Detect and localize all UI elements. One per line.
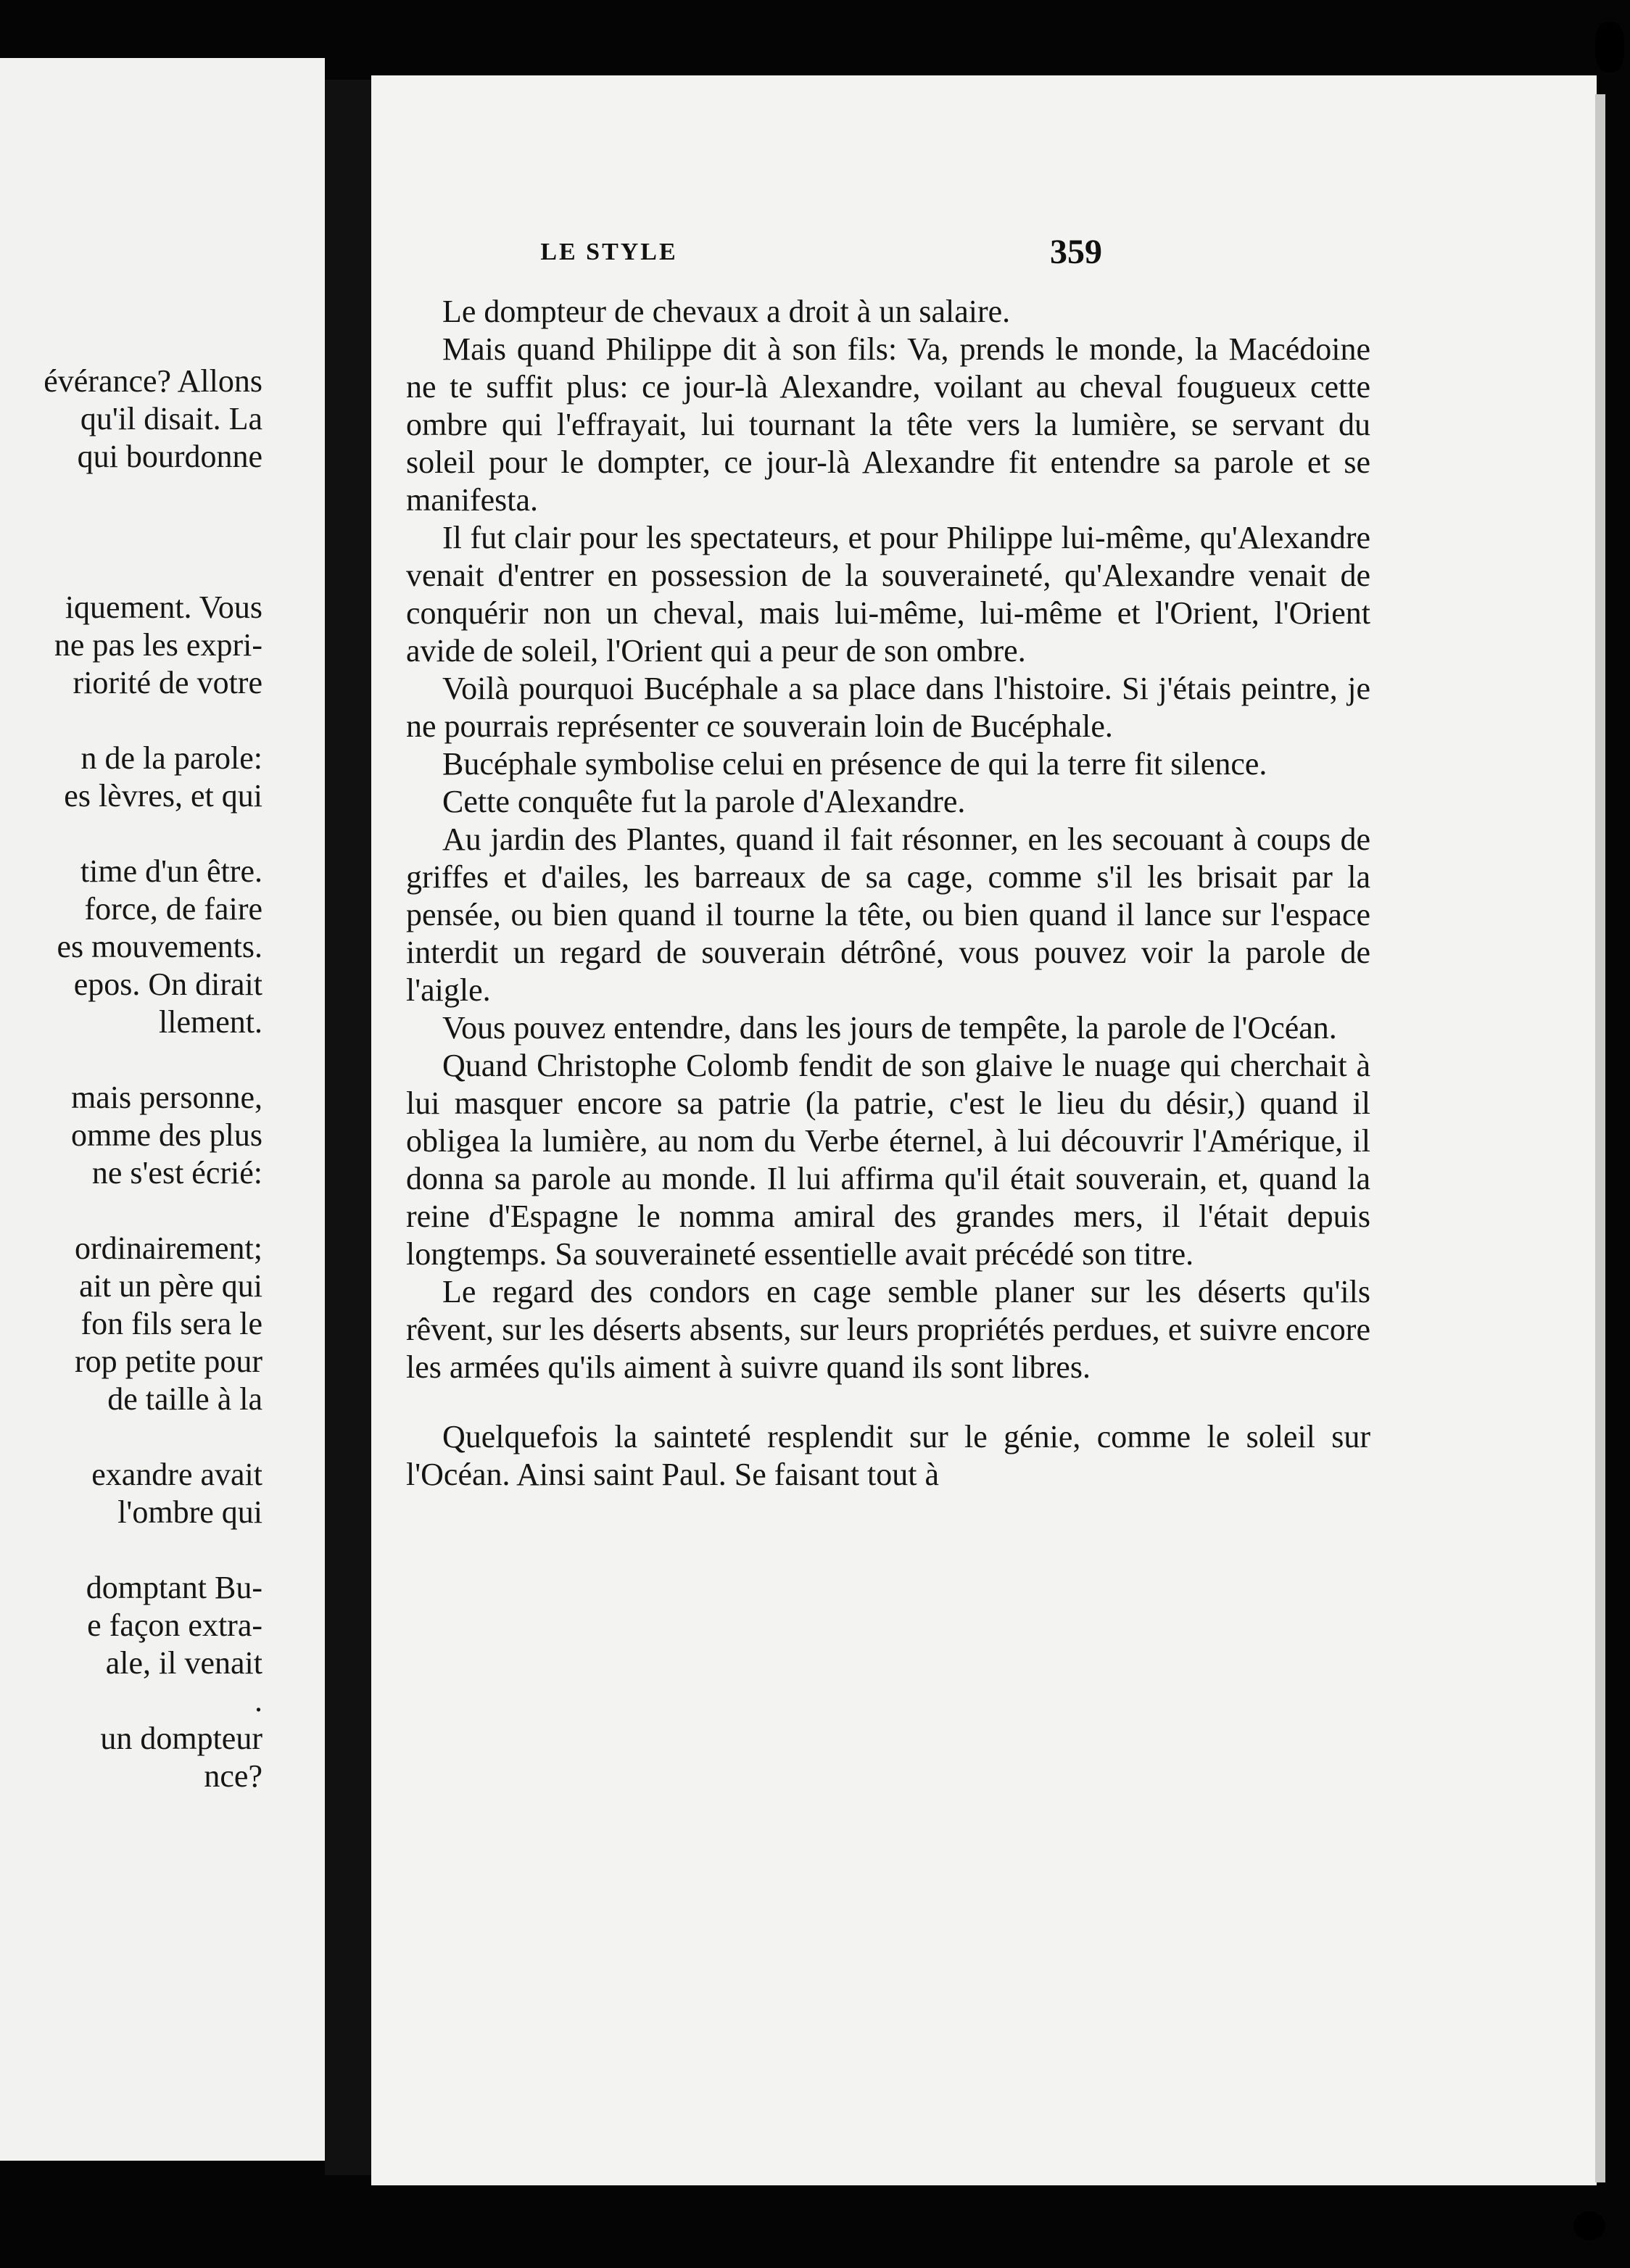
left-page-line: llement. [159, 1004, 262, 1040]
paragraph: Cette conquête fut la parole d'Alexandre. [442, 784, 966, 819]
page-number: 359 [1050, 233, 1102, 271]
left-page-line: qui bourdonne [77, 439, 262, 474]
paragraph: Il fut clair pour les spectateurs, et pour Philippe lui-même, qu'Alexandre venait d'entrer en possession de la souveraineté, qu'Alexandre venait de conquérir non un cheval, mais lui-même, lui-même et l'Orient, l'Orient avide de soleil, l'Orient qui a peur de son ombre. [406, 520, 1370, 669]
left-page-line: omme des plus [71, 1117, 262, 1153]
paragraph: Quelquefois la sainteté resplendit sur le génie, comme le soleil sur l'Océan. Ainsi saint Paul. Se faisant tout à [406, 1419, 1370, 1492]
paragraph: Bucéphale symbolise celui en présence de qui la terre fit silence. [442, 746, 1267, 782]
left-page-line: rop petite pour [74, 1344, 262, 1379]
page-edge [1595, 94, 1605, 2182]
page-body [406, 293, 1370, 1494]
left-page-line: ne pas les expri- [54, 627, 262, 663]
left-page-line: mais personne, [71, 1080, 262, 1115]
left-page-line: epos. On dirait [73, 967, 262, 1002]
left-page-line: force, de faire [84, 891, 262, 927]
left-page-line: es lèvres, et qui [64, 778, 262, 814]
left-page-line: iquement. Vous [65, 589, 262, 625]
running-head: LE STYLE [540, 239, 678, 265]
paragraph: Le regard des condors en cage semble planer sur les déserts qu'ils rêvent, sur les déserts absents, sur leurs propriétés perdues, et suivre encore les armées qu'ils aiment à suivre quand ils sont libres. [406, 1274, 1370, 1385]
paragraph: Voilà pourquoi Bucéphale a sa place dans l'histoire. Si j'étais peintre, je ne pourrais représenter ce souverain loin de Bucéphale. [406, 671, 1370, 744]
left-page-line: riorité de votre [73, 665, 262, 700]
left-page-line: time d'un être. [80, 853, 262, 889]
paragraph: Quand Christophe Colomb fendit de son glaive le nuage qui cherchait à lui masquer encore sa patrie (la patrie, c'est le lieu du désir,) quand il obligea la lumière, au nom du Verbe éternel, à lui découvrir l'Amérique, il donna sa parole au monde. Il lui affirma qu'il était souverain, et, quand la reine d'Espagne le nomma amiral des grandes mers, il l'était depuis longtemps. Sa souveraineté essentielle avait précédé son titre. [406, 1048, 1370, 1272]
left-page-line: ale, il venait [105, 1645, 262, 1681]
left-page-line: évérance? Allons [44, 363, 262, 399]
left-page-line: ordinairement; [74, 1230, 262, 1266]
paragraph: Le dompteur de chevaux a droit à un salaire. [442, 294, 1011, 329]
left-page-line: l'ombre qui [117, 1494, 262, 1530]
left-page-line: ne s'est écrié: [91, 1155, 262, 1191]
left-page-line: fon fils sera le [80, 1306, 262, 1341]
scan-speck [1573, 2211, 1605, 2240]
paragraph: Vous pouvez entendre, dans les jours de tempête, la parole de l'Océan. [442, 1010, 1337, 1046]
left-page-line: n de la parole: [80, 740, 262, 776]
left-page-line: . [255, 1683, 262, 1718]
left-page-line: exandre avait [91, 1457, 262, 1492]
left-page [0, 58, 325, 2161]
left-page-line: domptant Bu- [86, 1570, 262, 1605]
left-page-line: es mouvements. [57, 929, 262, 964]
paragraph: Mais quand Philippe dit à son fils: Va, prends le monde, la Macédoine ne te suffit plus: ce jour-là Alexandre, voilant au cheval fougueux cette ombre qui l'effrayait, lui tournant la tête vers la lumière, se servant du soleil pour le dompter, ce jour-là Alexandre fit entendre sa parole et se manifesta. [406, 331, 1370, 518]
left-page-line: qu'il disait. La [80, 401, 262, 436]
left-page-line: nce? [204, 1758, 262, 1794]
left-page-line: de taille à la [107, 1381, 262, 1417]
left-page-line: e façon extra- [87, 1607, 262, 1643]
left-page-line: un dompteur [100, 1721, 262, 1756]
scan-speck [1595, 22, 1624, 73]
paragraph: Au jardin des Plantes, quand il fait résonner, en les secouant à coups de griffes et d'ailes, les barreaux de sa cage, comme s'il les brisait par la pensée, ou bien quand il tourne la tête, ou bien quand il lance sur l'espace interdit un regard de souverain détrôné, vous pouvez voir la parole de l'aigle. [406, 821, 1370, 1008]
left-page-line: ait un père qui [79, 1268, 262, 1304]
book-gutter [325, 80, 376, 2175]
